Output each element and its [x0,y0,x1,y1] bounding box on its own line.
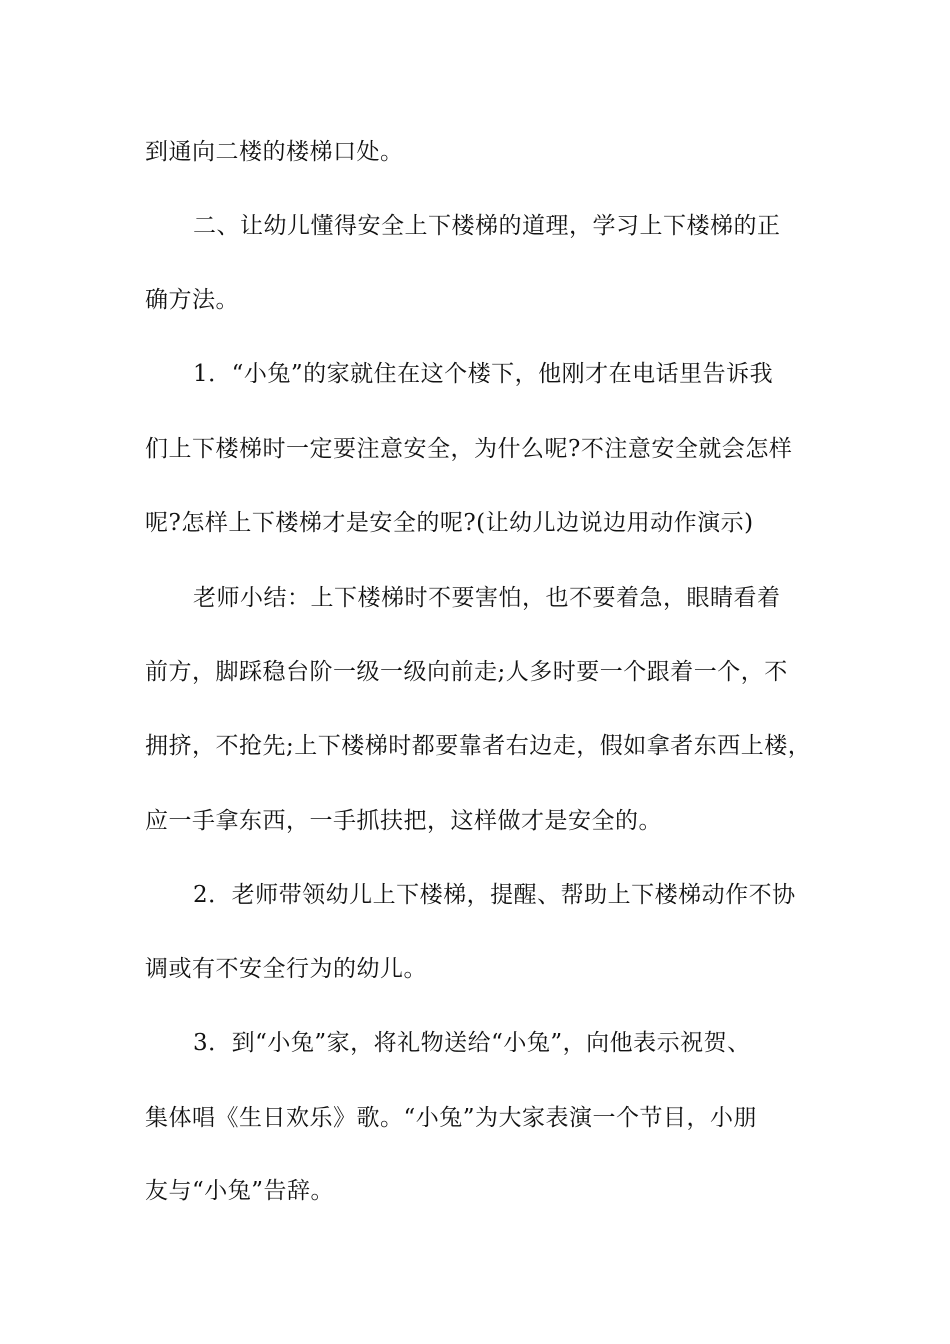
paragraph-start: 老师小结：上下楼梯时不要害怕，也不要着急，眼睛看着 [193,585,781,611]
list-item: 1．“小兔”的家就住在这个楼下，他刚才在电话里告诉我 [193,361,774,387]
text-line: 前方，脚踩稳台阶一级一级向前走;人多时要一个跟着一个，不 [145,659,788,685]
text-line: 确方法。 [145,287,239,313]
list-item: 3．到“小兔”家，将礼物送给“小兔”，向他表示祝贺、 [193,1030,751,1056]
text-line: 应一手拿东西，一手抓扶把，这样做才是安全的。 [145,808,662,834]
list-item: 2．老师带领幼儿上下楼梯，提醒、帮助上下楼梯动作不协 [193,882,796,908]
text-line: 友与“小兔”告辞。 [145,1178,335,1204]
text-line: 们上下楼梯时一定要注意安全，为什么呢?不注意安全就会怎样 [145,436,793,462]
text-line: 到通向二楼的楼梯口处。 [145,139,404,165]
text-line: 拥挤，不抢先;上下楼梯时都要靠者右边走，假如拿者东西上楼， [145,733,812,759]
section-heading: 二、让幼儿懂得安全上下楼梯的道理，学习上下楼梯的正 [193,213,781,239]
text-line: 调或有不安全行为的幼儿。 [145,956,427,982]
text-line: 集体唱《生日欢乐》歌。“小兔”为大家表演一个节目，小朋 [145,1105,758,1131]
text-line: 呢?怎样上下楼梯才是安全的呢?(让幼儿边说边用动作演示) [145,510,754,536]
